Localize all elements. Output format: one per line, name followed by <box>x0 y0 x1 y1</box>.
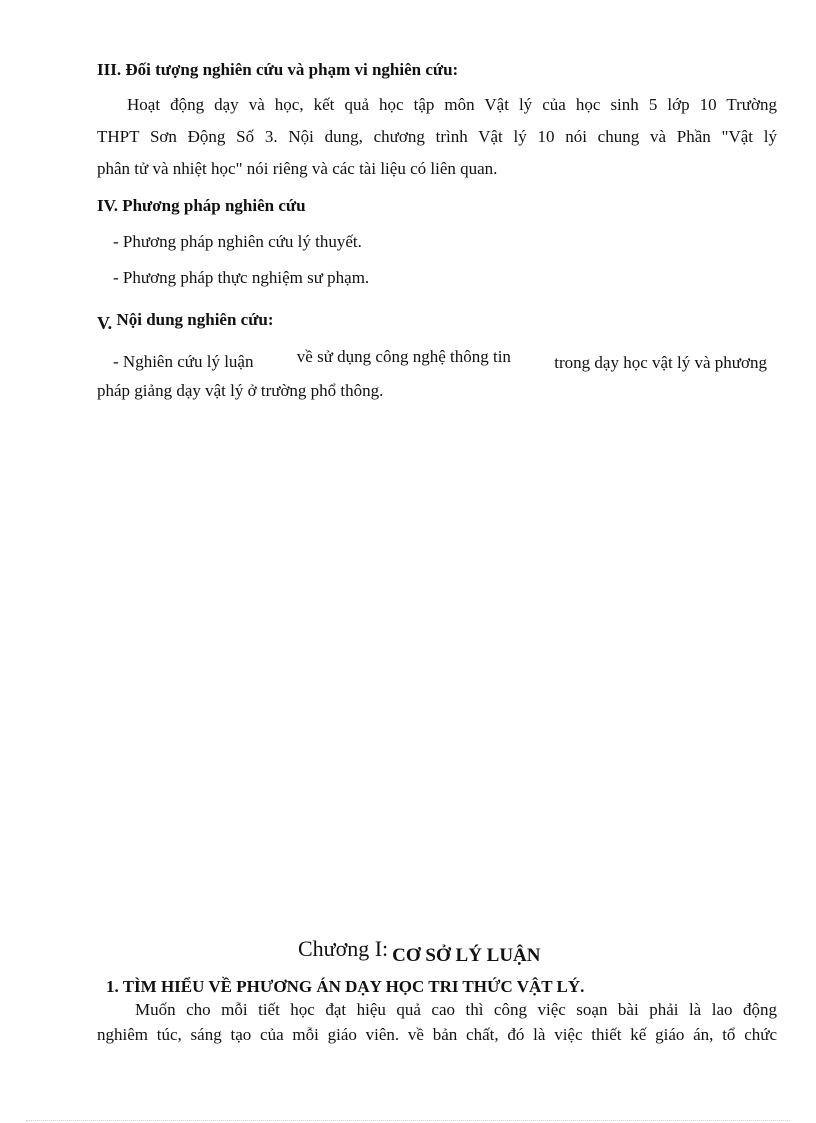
subsection-1-line-2: nghiêm túc, sáng tạo của mỗi giáo viên. về bản chất, đó là việc thiết kế giáo án, tổ chức <box>97 1025 777 1044</box>
section-5-line-1 <box>113 347 767 372</box>
subsection-1-line-1: Muốn cho mỗi tiết học đạt hiệu quả cao thì công việc soạn bài phải là lao động <box>135 1000 777 1019</box>
section-3-paragraph-line-3: phân tử và nhiệt học" nói riêng và các tài liệu có liên quan. <box>97 159 498 178</box>
section-5-heading <box>97 309 274 333</box>
section-4-item-2: - Phương pháp thực nghiệm sư phạm. <box>113 268 370 287</box>
section-5-line-1-part-3: trong dạy học vật lý và phương <box>554 353 767 372</box>
page-bottom-divider <box>26 1120 790 1121</box>
section-3-paragraph-line-2: THPT Sơn Động Số 3. Nội dung, chương trình Vật lý 10 nói chung và Phần "Vật lý <box>97 127 777 146</box>
section-5-line-1-part-2: về sử dụng công nghệ thông tin <box>296 347 511 366</box>
chapter-heading <box>298 936 541 966</box>
section-5-heading-text: Nội dung nghiên cứu: <box>116 310 274 329</box>
section-3-heading: III. Đối tượng nghiên cứu và phạm vi nghiên cứu: <box>97 60 459 79</box>
chapter-title: CƠ SỞ LÝ LUẬN <box>392 945 541 966</box>
section-4-heading: IV. Phương pháp nghiên cứu <box>97 196 306 215</box>
section-5-line-2: pháp giảng dạy vật lý ở trường phổ thông. <box>97 381 384 400</box>
section-3-paragraph-line-1: Hoạt động dạy và học, kết quả học tập môn Vật lý của học sinh 5 lớp 10 Trường <box>127 95 777 114</box>
subsection-1-heading: 1. TÌM HIỂU VỀ PHƯƠNG ÁN DẠY HỌC TRI THỨC VẬT LÝ. <box>106 977 585 996</box>
chapter-label: Chương I: <box>298 936 389 961</box>
section-5-line-1-part-1: - Nghiên cứu lý luận <box>113 352 254 371</box>
section-4-item-1: - Phương pháp nghiên cứu lý thuyết. <box>113 232 362 251</box>
section-5-heading-number: V. <box>97 313 113 333</box>
